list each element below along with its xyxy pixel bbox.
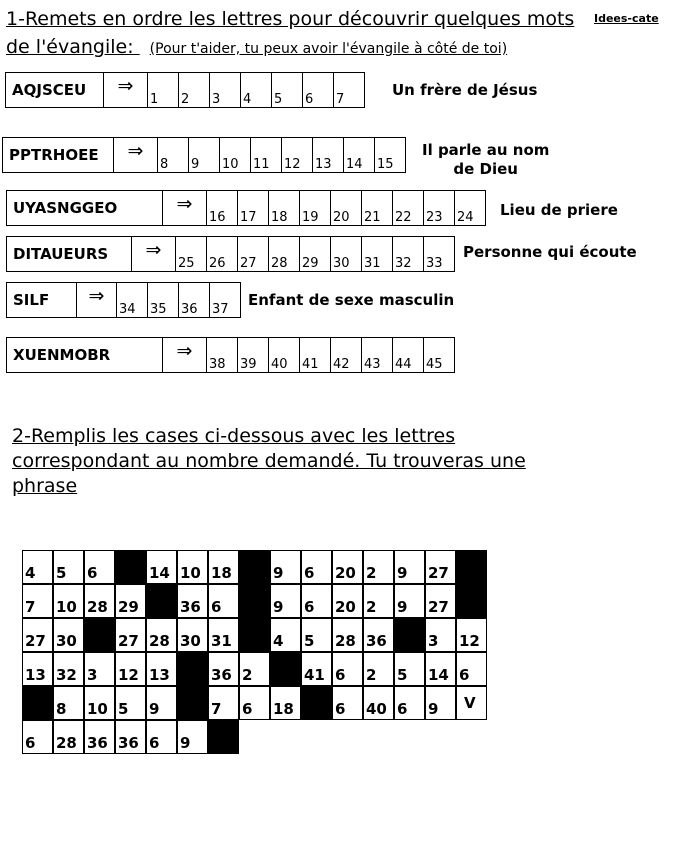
grid-cell-number: 31 [211,632,232,650]
grid-cell[interactable] [456,686,487,720]
grid-cell-number: 9 [180,734,191,752]
grid-cell[interactable] [301,652,332,686]
grid-cell[interactable] [425,618,456,652]
grid-cell-number: 6 [304,598,315,616]
grid-cell[interactable] [270,550,301,584]
answer-cell[interactable] [362,191,393,225]
answer-cell-number: 35 [150,302,167,317]
answer-cell[interactable] [179,73,210,107]
answer-cell-number: 31 [364,256,381,271]
grid-cell-number: 9 [428,700,439,718]
grid-cell[interactable] [177,618,208,652]
grid-cell-number: 27 [428,564,449,582]
answer-cell-number: 36 [181,302,198,317]
grid-cell-number: 5 [118,700,129,718]
grid-cell-number: 7 [211,700,222,718]
grid-cell-number: 32 [56,666,77,684]
grid-cell[interactable] [270,686,301,720]
grid-cell-number: 10 [56,598,77,616]
grid-cell[interactable] [84,550,115,584]
answer-cell[interactable] [424,191,455,225]
exercise-1-title-line2-text: de l'évangile: [6,36,134,58]
arrow-right-icon: ⇒ [163,191,207,225]
grid-cell-number: 6 [211,598,222,616]
grid-cell-number: 9 [397,598,408,616]
answer-cell-number: 19 [302,210,319,225]
grid-cell[interactable] [425,686,456,720]
grid-cell-number: 4 [273,632,284,650]
grid-cell[interactable] [239,686,270,720]
grid-cell-number: 13 [25,666,46,684]
grid-cell[interactable] [425,550,456,584]
answer-cell[interactable] [272,73,303,107]
grid-cell-number: 6 [304,564,315,582]
grid-cell[interactable] [53,550,84,584]
grid-black-cell [177,652,208,686]
grid-black-cell [146,584,177,618]
grid-cell-number: 36 [211,666,232,684]
answer-cell[interactable] [424,237,455,271]
grid-cell[interactable] [53,720,84,754]
grid-cell-number: 6 [335,700,346,718]
answer-cell-number: 25 [178,256,195,271]
answer-cell-number: 9 [191,157,200,172]
grid-cell[interactable] [53,584,84,618]
answer-cell-number: 27 [240,256,257,271]
grid-cell-number: 3 [428,632,439,650]
grid-cell-number: 14 [428,666,449,684]
answer-cell[interactable] [207,237,238,271]
grid-cell[interactable] [208,584,239,618]
arrow-right-icon: ⇒ [77,283,117,317]
grid-cell[interactable] [177,550,208,584]
answer-cell[interactable] [241,73,272,107]
clue-2-line2: de Dieu [453,160,518,178]
grid-cell-number: V [464,694,476,712]
grid-cell-number: 27 [25,632,46,650]
answer-cell[interactable] [331,191,362,225]
answer-cell[interactable] [362,237,393,271]
grid-cell[interactable] [394,686,425,720]
grid-cell[interactable] [394,550,425,584]
grid-black-cell [301,686,332,720]
answer-cell[interactable] [269,191,300,225]
grid-cell-number: 6 [459,666,470,684]
grid-cell-number: 4 [25,564,36,582]
grid-cell[interactable] [363,550,394,584]
answer-cell[interactable] [455,191,486,225]
grid-cell-number: 6 [397,700,408,718]
answer-cell[interactable] [393,191,424,225]
answer-cell-number: 33 [426,256,443,271]
grid-cell[interactable] [456,618,487,652]
clue-2 [422,141,549,179]
grid-cell-number: 13 [149,666,170,684]
grid-cell-number: 28 [149,632,170,650]
answer-cell-number: 7 [336,92,345,107]
answer-cell[interactable] [210,73,241,107]
grid-cell-number: 9 [273,598,284,616]
grid-cell-number: 30 [56,632,77,650]
answer-cell[interactable] [362,338,393,372]
grid-cell[interactable] [84,686,115,720]
answer-cell[interactable] [158,138,189,172]
answer-cell-number: 20 [333,210,350,225]
grid-black-cell [208,720,239,754]
grid-cell[interactable] [363,652,394,686]
scrambled-word: SILF [7,283,77,317]
answer-cell[interactable] [179,283,210,317]
answer-cell-number: 14 [346,157,363,172]
grid-cell[interactable] [22,550,53,584]
grid-cell[interactable] [53,618,84,652]
arrow-right-icon: ⇒ [163,338,207,372]
brand-label: Idees-cate [594,12,659,25]
answer-cell[interactable] [189,138,220,172]
arrow-right-icon: ⇒ [114,138,158,172]
answer-cell[interactable] [331,237,362,271]
grid-cell-number: 36 [87,734,108,752]
grid-cell[interactable] [301,550,332,584]
grid-cell-number: 5 [304,632,315,650]
grid-cell[interactable] [53,686,84,720]
answer-cell[interactable] [331,338,362,372]
grid-cell-number: 14 [149,564,170,582]
grid-cell[interactable] [332,584,363,618]
grid-cell-number: 27 [118,632,139,650]
answer-cell[interactable] [117,283,148,317]
grid-cell[interactable] [425,652,456,686]
answer-cell[interactable] [393,338,424,372]
grid-cell-number: 29 [118,598,139,616]
answer-cell[interactable] [238,191,269,225]
grid-cell[interactable] [363,686,394,720]
grid-cell[interactable] [22,618,53,652]
answer-cell-number: 6 [305,92,314,107]
answer-cell[interactable] [313,138,344,172]
grid-cell[interactable] [115,652,146,686]
grid-black-cell [22,686,53,720]
grid-black-cell [394,618,425,652]
grid-cell[interactable] [177,720,208,754]
grid-cell-number: 2 [366,564,377,582]
grid-cell-number: 6 [242,700,253,718]
answer-cell-number: 30 [333,256,350,271]
grid-cell[interactable] [22,652,53,686]
answer-cell[interactable] [238,237,269,271]
exercise-2-title-line2: correspondant au nombre demandé. Tu trouveras une [12,450,526,472]
grid-cell[interactable] [301,584,332,618]
grid-black-cell [270,652,301,686]
grid-cell[interactable] [425,584,456,618]
answer-cell-number: 18 [271,210,288,225]
grid-cell-number: 5 [56,564,67,582]
grid-cell-number: 2 [366,598,377,616]
scramble-row-6 [6,337,455,373]
grid-cell[interactable] [332,686,363,720]
grid-cell[interactable] [332,550,363,584]
grid-cell[interactable] [363,584,394,618]
answer-cell[interactable] [375,138,406,172]
grid-cell[interactable] [146,720,177,754]
scrambled-word: UYASNGGEO [7,191,163,225]
answer-cell[interactable] [148,73,179,107]
grid-black-cell [84,618,115,652]
grid-cell[interactable] [115,720,146,754]
grid-cell[interactable] [146,652,177,686]
clue-4: Personne qui écoute [463,243,637,261]
grid-cell-number: 41 [304,666,325,684]
answer-cell-number: 29 [302,256,319,271]
clue-5: Enfant de sexe masculin [248,291,455,309]
grid-cell-number: 5 [397,666,408,684]
grid-cell-number: 6 [87,564,98,582]
grid-cell-number: 12 [459,632,480,650]
grid-cell[interactable] [208,686,239,720]
answer-cell[interactable] [269,237,300,271]
grid-cell-number: 27 [428,598,449,616]
grid-cell[interactable] [146,618,177,652]
answer-cell-number: 38 [209,357,226,372]
exercise-1-hint: (Pour t'aider, tu peux avoir l'évangile à côté de toi) [149,41,508,57]
grid-cell-number: 3 [87,666,98,684]
answer-cell[interactable] [424,338,455,372]
grid-cell[interactable] [177,584,208,618]
answer-cell-number: 1 [150,92,159,107]
grid-cell[interactable] [270,618,301,652]
answer-cell[interactable] [176,237,207,271]
grid-cell-number: 40 [366,700,387,718]
answer-cell[interactable] [300,191,331,225]
scramble-row-3 [6,190,486,226]
grid-black-cell [456,550,487,584]
answer-cell-number: 24 [457,210,474,225]
grid-cell-number: 6 [335,666,346,684]
grid-cell-number: 36 [366,632,387,650]
scramble-row-1 [5,72,365,108]
answer-cell-number: 45 [426,357,443,372]
answer-cell[interactable] [148,283,179,317]
answer-cell-number: 28 [271,256,288,271]
grid-cell-number: 6 [25,734,36,752]
answer-cell-number: 39 [240,357,257,372]
answer-cell[interactable] [210,283,241,317]
grid-cell[interactable] [53,652,84,686]
grid-cell[interactable] [270,584,301,618]
arrow-right-icon: ⇒ [104,73,148,107]
scramble-row-2 [2,137,406,173]
grid-cell[interactable] [115,686,146,720]
grid-cell[interactable] [332,652,363,686]
scrambled-word: XUENMOBR [7,338,163,372]
grid-cell-number: 10 [87,700,108,718]
answer-cell[interactable] [207,338,238,372]
answer-cell-number: 15 [377,157,394,172]
grid-cell-number: 28 [56,734,77,752]
grid-cell[interactable] [22,584,53,618]
answer-cell[interactable] [238,338,269,372]
grid-cell[interactable] [301,618,332,652]
answer-cell[interactable] [334,73,365,107]
grid-cell-number: 36 [118,734,139,752]
answer-cell-number: 8 [160,157,169,172]
grid-cell[interactable] [456,652,487,686]
grid-black-cell [239,584,270,618]
answer-cell-number: 4 [243,92,252,107]
answer-cell[interactable] [300,338,331,372]
answer-cell-number: 21 [364,210,381,225]
scrambled-word: PPTRHOEE [3,138,114,172]
grid-cell[interactable] [146,550,177,584]
answer-cell[interactable] [220,138,251,172]
grid-cell-number: 10 [180,564,201,582]
answer-cell-number: 12 [284,157,301,172]
answer-cell-number: 16 [209,210,226,225]
answer-cell-number: 23 [426,210,443,225]
grid-cell-number: 20 [335,598,356,616]
answer-cell[interactable] [344,138,375,172]
grid-cell-number: 28 [335,632,356,650]
grid-cell-number: 7 [25,598,36,616]
answer-cell-number: 13 [315,157,332,172]
grid-cell-number: 9 [149,700,160,718]
grid-black-cell [456,584,487,618]
exercise-1-title-line2 [6,34,507,62]
grid-cell[interactable] [84,652,115,686]
grid-cell[interactable] [363,618,394,652]
grid-cell-number: 12 [118,666,139,684]
grid-cell[interactable] [208,550,239,584]
grid-cell-number: 8 [56,700,67,718]
scramble-row-5 [6,282,241,318]
grid-cell-number: 18 [273,700,294,718]
grid-black-cell [239,550,270,584]
clue-1: Un frère de Jésus [392,81,538,99]
grid-cell-number: 20 [335,564,356,582]
grid-cell[interactable] [115,584,146,618]
grid-cell-number: 28 [87,598,108,616]
grid-cell-number: 2 [366,666,377,684]
answer-cell-number: 11 [253,157,270,172]
grid-cell[interactable] [239,652,270,686]
grid-cell-number: 6 [149,734,160,752]
answer-cell-number: 2 [181,92,190,107]
answer-cell-number: 32 [395,256,412,271]
grid-cell[interactable] [394,584,425,618]
grid-black-cell [115,550,146,584]
grid-cell[interactable] [394,652,425,686]
grid-cell-number: 9 [273,564,284,582]
exercise-2-title [12,424,526,499]
grid-black-cell [239,618,270,652]
answer-cell[interactable] [300,237,331,271]
grid-cell[interactable] [146,686,177,720]
scramble-row-4 [6,236,455,272]
scrambled-word: AQJSCEU [6,73,104,107]
answer-cell[interactable] [207,191,238,225]
grid-cell-number: 9 [397,564,408,582]
answer-cell[interactable] [251,138,282,172]
exercise-2-title-line3: phrase [12,475,78,497]
answer-cell-number: 34 [119,302,136,317]
answer-cell[interactable] [303,73,334,107]
clue-2-line1: Il parle au nom [422,141,550,159]
grid-cell[interactable] [84,584,115,618]
answer-cell-number: 3 [212,92,221,107]
grid-cell[interactable] [22,720,53,754]
answer-cell-number: 37 [212,302,229,317]
answer-cell-number: 42 [333,357,350,372]
answer-cell[interactable] [269,338,300,372]
exercise-2-title-line1: 2-Remplis les cases ci-dessous avec les lettres [12,425,456,447]
answer-cell-number: 22 [395,210,412,225]
grid-black-cell [177,686,208,720]
answer-cell-number: 44 [395,357,412,372]
arrow-right-icon: ⇒ [132,237,176,271]
answer-cell-number: 43 [364,357,381,372]
answer-cell[interactable] [393,237,424,271]
answer-cell-number: 41 [302,357,319,372]
grid-cell[interactable] [84,720,115,754]
clue-3: Lieu de priere [500,201,618,219]
grid-cell-number: 36 [180,598,201,616]
grid-cell-number: 2 [242,666,253,684]
exercise-1-title-line1: 1-Remets en ordre les lettres pour découvrir quelques mots [6,8,575,30]
grid-cell[interactable] [208,618,239,652]
answer-cell-number: 5 [274,92,283,107]
grid-cell-number: 18 [211,564,232,582]
answer-cell-number: 17 [240,210,257,225]
answer-cell-number: 40 [271,357,288,372]
answer-cell-number: 26 [209,256,226,271]
grid-cell[interactable] [208,652,239,686]
scrambled-word: DITAUEURS [7,237,132,271]
answer-cell[interactable] [282,138,313,172]
grid-cell-number: 30 [180,632,201,650]
grid-cell[interactable] [332,618,363,652]
grid-cell[interactable] [115,618,146,652]
answer-cell-number: 10 [222,157,239,172]
